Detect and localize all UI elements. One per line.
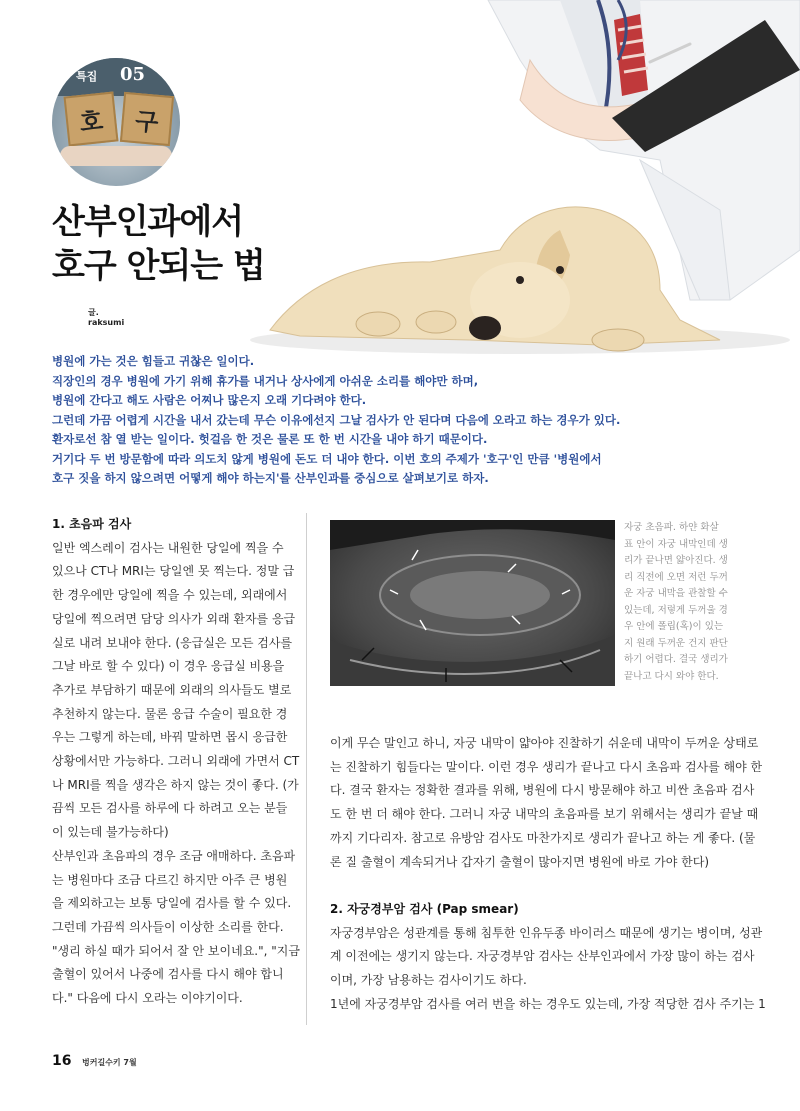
ultrasound-image bbox=[330, 520, 615, 686]
body-line: 일반 엑스레이 검사는 내원한 당일에 찍을 수 bbox=[52, 540, 284, 555]
caption-line: 자궁 초음파. 하얀 화살 bbox=[624, 522, 719, 533]
body-line: 자궁경부암은 성관계를 통해 침투한 인유두종 바이러스 때문에 생기는 병이며, 성관 bbox=[330, 925, 763, 940]
intro-line: 호구 짓을 하지 않으려면 어떻게 해야 하는지'를 산부인과를 중심으로 살펴보기로 하자. bbox=[52, 471, 489, 485]
body-line: 까지 기다리자. 참고로 유방암 검사도 마찬가지로 생리가 끝나고 하는 게 좋다. (물 bbox=[330, 830, 756, 845]
body-line: 있으나 CT나 MRI는 당일엔 못 찍는다. 정말 급 bbox=[52, 564, 295, 579]
left-column bbox=[52, 513, 300, 1011]
image-caption bbox=[624, 520, 772, 685]
body-line: 산부인과 초음파의 경우 조금 애매하다. 초음파 bbox=[52, 848, 296, 863]
body-line: 끔씩 모든 검사를 하루에 다 하려고 오는 분들 bbox=[52, 801, 288, 816]
body-line: 우는 그렇게 하는데, 바꿔 말하면 몹시 응급한 bbox=[52, 730, 288, 745]
caption-line: 표 안이 자궁 내막인데 생 bbox=[624, 538, 728, 550]
body-line: 한 경우에만 당일에 찍을 수 있는데, 외래에서 bbox=[52, 588, 288, 603]
badge-band bbox=[52, 58, 180, 96]
caption-line: 하기 어렵다. 결국 생리가 bbox=[624, 654, 728, 665]
paper-bag-head-2: 구 bbox=[120, 92, 174, 146]
body-line: 다. 결국 환자는 정확한 결과를 위해, 병원에 다시 방문해야 하고 비싼 초음파 검사 bbox=[330, 783, 755, 798]
body-line: 는 진찰하기 힘들다는 말이다. 이런 경우 생리가 끝나고 다시 초음파 검사를 해야 한 bbox=[330, 759, 763, 774]
caption-line: 리 직전에 오면 저런 두꺼 bbox=[624, 571, 728, 583]
author-prefix: 글. bbox=[88, 308, 99, 317]
feature-badge bbox=[52, 58, 180, 186]
body-line: "생리 하실 때가 되어서 잘 안 보이네요.", "지금 bbox=[52, 943, 300, 958]
blank-line bbox=[330, 874, 772, 898]
body-line: 론 질 출혈이 계속되거나 갑자기 출혈이 많아지면 병원에 바로 가야 한다) bbox=[330, 854, 709, 869]
body-line: 실로 내려 보내야 한다. (응급실은 모든 검사를 bbox=[52, 635, 293, 650]
body-line: 계 이전에는 생기지 않는다. 자궁경부암 검사는 산부인과에서 가장 많이 하는 검사 bbox=[330, 949, 755, 964]
column-divider bbox=[306, 513, 307, 1025]
body-line: 이 있는데 불가능하다) bbox=[52, 825, 169, 840]
intro-line: 환자로선 참 열 받는 일이다. 헛걸음 한 것은 물론 또 한 번 시간을 내야 하기 때문이다. bbox=[52, 432, 488, 446]
right-column bbox=[330, 732, 772, 1016]
body-line: 그런데 가끔씩 의사들이 이상한 소리를 한다. bbox=[52, 919, 284, 934]
body-line: 을 제외하고는 보통 당일에 검사를 할 수 있다. bbox=[52, 896, 292, 911]
body-line: 다." 다음에 다시 오라는 이야기이다. bbox=[52, 991, 243, 1006]
body-line: 는 병원마다 조금 다르긴 하지만 아주 큰 병원 bbox=[52, 872, 288, 887]
body-line: 추천하지 않는다. 물론 응급 수술이 필요한 경 bbox=[52, 706, 288, 721]
body-line: 이게 무슨 말인고 하니, 자궁 내막이 얇아야 진찰하기 쉬운데 내막이 두꺼운 상태로 bbox=[330, 736, 759, 750]
caption-line: 우 안에 폴립(혹)이 있는 bbox=[624, 621, 724, 632]
caption-line: 지 원래 두꺼운 건지 판단 bbox=[624, 637, 728, 649]
caption-line: 리가 끝나면 얇아진다. 생 bbox=[624, 555, 728, 566]
intro-line: 직장인의 경우 병원에 가기 위해 휴가를 내거나 상사에게 아쉬운 소리를 해야만 하며, bbox=[52, 373, 479, 388]
title-line-1: 산부인과에서 bbox=[52, 202, 244, 242]
caption-line: 운 자궁 내막을 관찰할 수 bbox=[624, 588, 728, 599]
page-number: 16 bbox=[52, 1053, 72, 1069]
body-line: 이며, 가장 남용하는 검사이기도 하다. bbox=[330, 973, 527, 988]
badge-number: 05 bbox=[120, 64, 146, 85]
intro-line: 병원에 가는 것은 힘들고 귀찮은 일이다. bbox=[52, 354, 255, 368]
dog-figure bbox=[270, 207, 720, 351]
intro-line: 거기다 두 번 방문함에 따라 의도치 않게 병원에 돈도 더 내야 한다. 이번 호의 주제가 '호구'인 만큼 '병원에서 bbox=[52, 451, 602, 466]
badge-arms bbox=[60, 146, 172, 166]
article-title bbox=[52, 200, 265, 288]
body-line: 당일에 찍으려면 담당 의사가 외래 환자를 응급 bbox=[52, 611, 296, 626]
intro-line: 그런데 가끔 어렵게 시간을 내서 갔는데 무슨 이유에선지 그날 검사가 안 된다며 다음에 오라고 하는 경우가 있다. bbox=[52, 412, 621, 427]
caption-line: 끝나고 다시 와야 한다. bbox=[624, 670, 719, 682]
badge-label: 특집 bbox=[76, 70, 98, 83]
title-line-2: 호구 안되는 법 bbox=[52, 246, 265, 286]
intro-paragraph bbox=[52, 352, 772, 489]
paper-bag-head-1: 호 bbox=[64, 92, 119, 147]
section-heading-pap-smear: 2. 자궁경부암 검사 (Pap smear) bbox=[330, 901, 519, 916]
body-line: 1년에 자궁경부암 검사를 여러 번을 하는 경우도 있는데, 가장 적당한 검사 주기는 1 bbox=[330, 996, 766, 1011]
body-line: 추가로 부담하기 때문에 외래의 의사들도 별로 bbox=[52, 682, 292, 697]
body-line: 도 한 번 더 해야 한다. 그러니 자궁 내막의 초음파를 보기 위해서는 생리가 끝날 때 bbox=[330, 807, 759, 822]
body-line: 출혈이 있어서 나중에 검사를 다시 해야 합니 bbox=[52, 967, 284, 982]
body-line: 상황에서만 가능하다. 그러니 외래에 가면서 CT bbox=[52, 754, 300, 769]
magazine-name: 벙커길수키 7월 bbox=[82, 1058, 137, 1067]
caption-line: 있는데, 저렇게 두꺼울 경 bbox=[624, 604, 728, 616]
body-line: 나 MRI를 찍을 생각은 하지 않는 것이 좋다. (가 bbox=[52, 777, 299, 792]
section-heading-ultrasound: 1. 초음파 검사 bbox=[52, 517, 132, 531]
body-line: 그날 바로 할 수 있다) 이 경우 응급실 비용을 bbox=[52, 659, 285, 674]
intro-line: 병원에 간다고 해도 사람은 어찌나 많은지 오래 기다려야 한다. bbox=[52, 393, 367, 407]
author-name: raksumi bbox=[88, 318, 125, 327]
